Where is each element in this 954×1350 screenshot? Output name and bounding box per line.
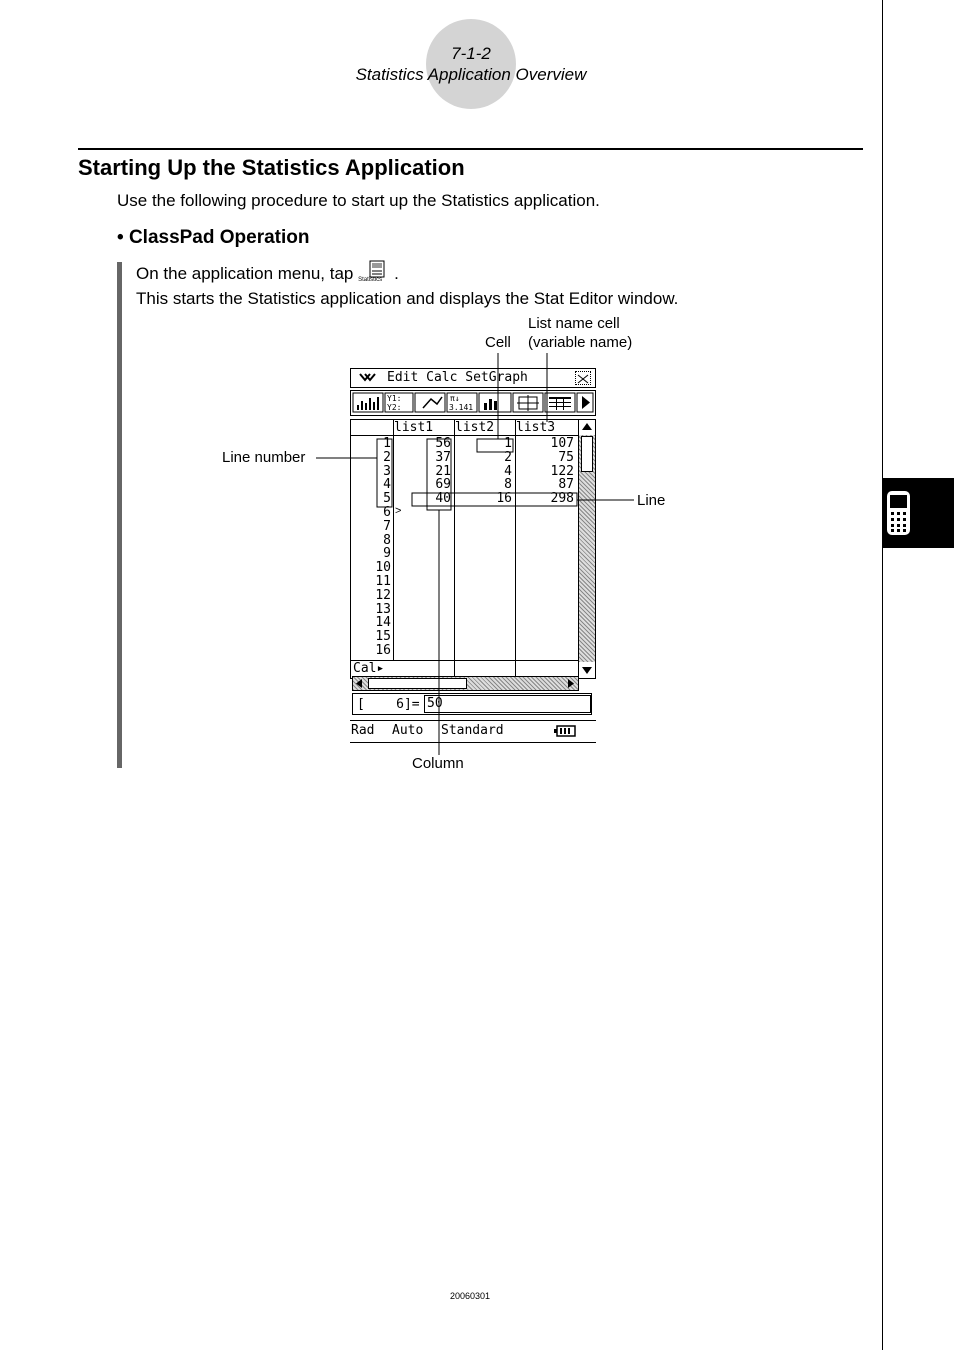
row-number: 2 [383, 449, 391, 465]
operation-heading-text: ClassPad Operation [128, 227, 310, 248]
table-cell[interactable]: 2 [504, 449, 512, 465]
input-prefix: [ 6]= [357, 697, 420, 712]
table-cell[interactable]: 4 [504, 463, 512, 479]
bullet: • [117, 227, 124, 248]
svg-text:Y1:: Y1: [387, 394, 402, 403]
close-icon[interactable] [575, 371, 591, 385]
table-cell[interactable]: 87 [558, 477, 574, 493]
row-number: 8 [383, 532, 391, 548]
svg-text:Y2:: Y2: [387, 403, 402, 412]
battery-icon [554, 725, 576, 737]
status-angle: Rad [351, 723, 375, 738]
svg-text:3.141: 3.141 [449, 403, 474, 412]
scroll-right-icon[interactable] [566, 678, 576, 689]
footer-code: 20060301 [449, 1291, 491, 1301]
status-mode: Auto [392, 723, 424, 738]
menu-bar [350, 368, 596, 388]
table-cell[interactable]: 122 [550, 463, 574, 479]
classpad-screen [350, 368, 596, 743]
row-number: 7 [383, 518, 391, 534]
column-header-list2[interactable]: list2 [455, 420, 495, 435]
cell-input-field[interactable] [424, 695, 591, 713]
scroll-up-icon[interactable] [581, 422, 593, 432]
menu-chevron-icon[interactable] [359, 373, 377, 383]
h-scroll-thumb[interactable] [368, 678, 467, 689]
row-number: 6 [383, 504, 391, 520]
statistics-app-icon[interactable] [358, 259, 394, 285]
table-cell[interactable]: 1 [504, 436, 512, 451]
row-number: 15 [375, 629, 391, 645]
svg-text:π↓: π↓ [450, 394, 460, 403]
row-number: 16 [375, 642, 391, 658]
table-cell[interactable]: 21 [435, 463, 451, 479]
status-format: Standard [441, 723, 504, 738]
page-number-badge [426, 19, 516, 109]
table-cell[interactable]: 40 [435, 491, 451, 507]
row-number: 12 [375, 587, 391, 603]
row-number: 14 [375, 615, 391, 631]
cell-input-value: 50 [427, 696, 443, 711]
procedure-bar [117, 262, 122, 768]
row-number: 1 [383, 436, 391, 451]
table-cell[interactable]: 69 [435, 477, 451, 493]
chapter-tab [883, 478, 954, 548]
list1-cells[interactable] [394, 437, 451, 506]
row-cursor-icon: > [395, 505, 402, 517]
operation-heading [117, 227, 310, 249]
table-cell[interactable]: 56 [435, 436, 451, 451]
margin-rule [882, 0, 883, 1350]
step-1 [136, 259, 399, 285]
line-label: Line [637, 492, 666, 509]
graph-draw-icon[interactable] [415, 393, 445, 412]
row-number: 10 [375, 560, 391, 576]
cell-label: Cell [485, 334, 511, 351]
input-line [352, 693, 592, 715]
scroll-left-icon[interactable] [354, 678, 364, 689]
line-number-label: Line number [222, 449, 306, 466]
stat-editor [350, 419, 596, 679]
intro-text: Use the following procedure to start up the Statistics application. [117, 191, 600, 210]
column-label: Column [412, 755, 464, 772]
horizontal-scrollbar[interactable] [352, 676, 579, 691]
list-name-label-2: (variable name) [528, 334, 633, 351]
list-name-label-1: List name cell [528, 315, 620, 332]
menu-items[interactable]: Edit Calc SetGraph [387, 370, 528, 385]
calculator-icon [883, 478, 954, 548]
table-cell[interactable]: 8 [504, 477, 512, 493]
step-2: This starts the Statistics application and displays the Stat Editor window. [136, 289, 679, 308]
step-1-end: . [394, 264, 399, 283]
step-1-text: On the application menu, tap [136, 264, 354, 283]
vertical-scrollbar[interactable] [578, 420, 595, 677]
list3-cells[interactable] [516, 437, 574, 506]
column-header-list1[interactable]: list1 [394, 420, 434, 435]
table-cell[interactable]: 107 [550, 436, 574, 451]
row-numbers [353, 437, 391, 658]
statistics-icon-label: Statistics [358, 277, 383, 283]
status-bar [350, 720, 596, 743]
row-number: 13 [375, 601, 391, 617]
toolbar [350, 390, 596, 416]
title-rule [78, 148, 863, 150]
list2-cells[interactable] [455, 437, 512, 506]
table-cell[interactable]: 298 [550, 491, 574, 507]
table-cell[interactable]: 16 [496, 491, 512, 507]
row-number: 11 [375, 573, 391, 589]
table-cell[interactable]: 37 [435, 449, 451, 465]
table-cell[interactable]: 75 [558, 449, 574, 465]
page-number: 7-1-2 [451, 44, 491, 63]
cal-label[interactable]: Cal▸ [353, 661, 385, 676]
page-title: Starting Up the Statistics Application [78, 155, 465, 180]
column-header-list3[interactable]: list3 [516, 420, 556, 435]
scroll-thumb[interactable] [581, 436, 593, 472]
row-number: 5 [383, 491, 391, 507]
row-number: 3 [383, 463, 391, 479]
row-number: 4 [383, 477, 391, 493]
statistics-icon [360, 259, 396, 279]
scroll-down-icon[interactable] [581, 665, 593, 675]
row-number: 9 [383, 546, 391, 562]
section-title: Statistics Application Overview [355, 65, 587, 84]
